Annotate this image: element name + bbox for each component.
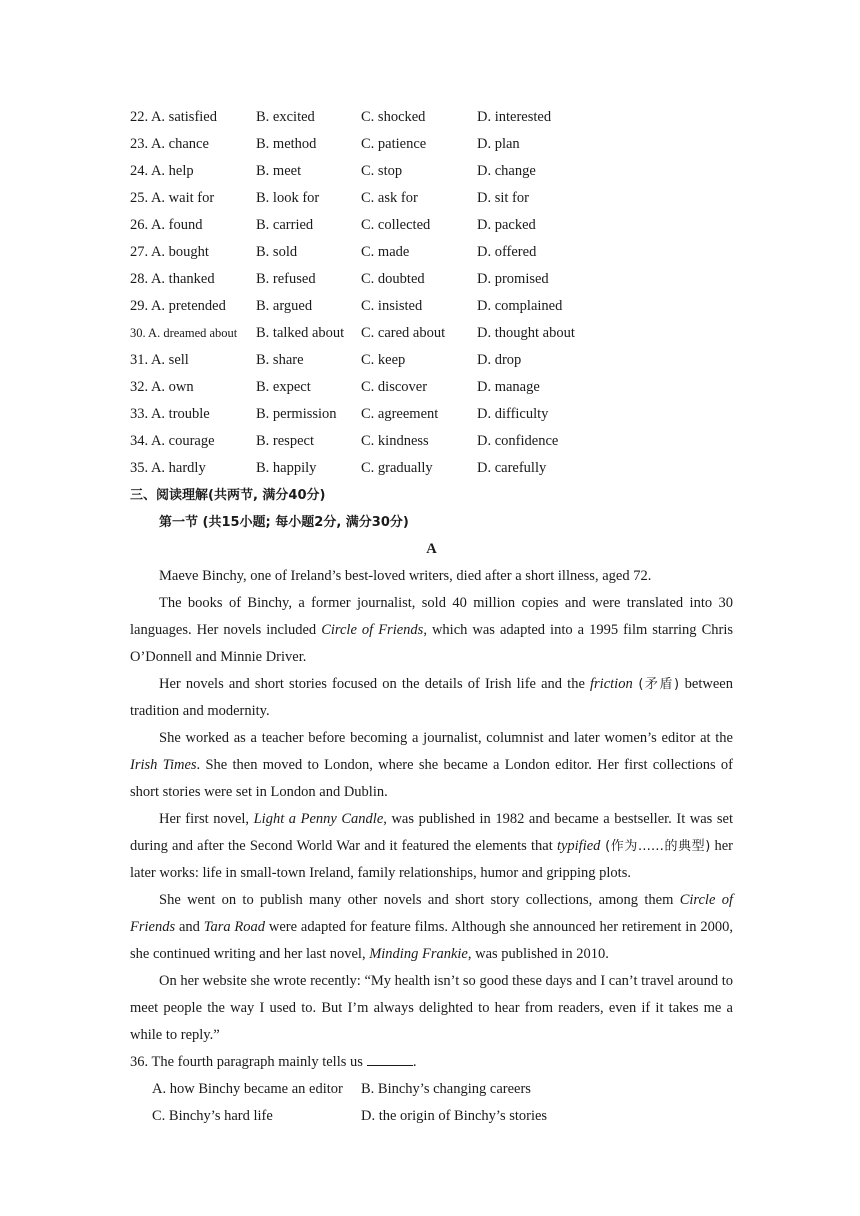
option-d: D. promised — [477, 271, 549, 287]
option-d: D. plan — [477, 136, 520, 152]
option-b: B. expect — [256, 379, 311, 395]
option-row — [130, 455, 733, 482]
option-d: D. difficulty — [477, 406, 549, 422]
option-b: B. method — [256, 136, 317, 152]
option-a: 31. A. sell — [130, 352, 189, 368]
option-c: C. keep — [361, 352, 406, 368]
document-page — [130, 104, 733, 1130]
option-d: D. confidence — [477, 433, 559, 449]
option-a: 23. A. chance — [130, 136, 209, 152]
option-b: B. excited — [256, 109, 315, 125]
paragraph-5: Her first novel, Light a Penny Candle, was published in 1982 and became a bestseller. It was set during and after the Second World War and it featured the elements that typified (作为……的典型) her later works: life in small-town Ireland, family relationships, humor and gripping plots. — [130, 811, 734, 881]
option-row — [130, 347, 733, 374]
option-row — [130, 374, 733, 401]
question-36-choices-row-2 — [130, 1103, 733, 1130]
option-d: D. manage — [477, 379, 540, 395]
option-a: 28. A. thanked — [130, 271, 215, 287]
option-row — [130, 266, 733, 293]
option-row — [130, 293, 733, 320]
option-c: C. agreement — [361, 406, 439, 422]
option-d: D. packed — [477, 217, 536, 233]
answer-blank — [367, 1051, 413, 1066]
choice-c: C. Binchy’s hard life — [152, 1108, 273, 1124]
option-c: C. stop — [361, 163, 403, 179]
paragraph-7: On her website she wrote recently: “My health isn’t so good these days and I can’t travel around to meet people the way I used to. But I’m always delighted to hear from readers, even if it takes me a while to reply.” — [130, 973, 733, 1043]
option-d: D. thought about — [477, 325, 575, 341]
option-row — [130, 428, 733, 455]
option-row — [130, 104, 733, 131]
option-a: 25. A. wait for — [130, 190, 215, 206]
paragraph-3: Her novels and short stories focused on the details of Irish life and the friction (矛盾) between tradition and modernity. — [130, 676, 733, 719]
option-d: D. sit for — [477, 190, 529, 206]
option-a: 32. A. own — [130, 379, 194, 395]
option-row — [130, 212, 733, 239]
option-d: D. interested — [477, 109, 552, 125]
option-b: B. refused — [256, 271, 316, 287]
option-a: 27. A. bought — [130, 244, 209, 260]
option-a: 30. A. dreamed about — [130, 326, 238, 340]
option-c: C. cared about — [361, 325, 446, 341]
option-c: C. patience — [361, 136, 427, 152]
paragraph-6: She went on to publish many other novels and short story collections, among them Circle of Friends and Tara Road were adapted for feature films. Although she announced her retirement in 2000, she continued writing and her last novel, Minding Frankie, was published in 2010. — [130, 892, 734, 962]
passage-label: A — [426, 541, 437, 557]
option-row — [130, 320, 733, 347]
option-row — [130, 401, 733, 428]
option-b: B. argued — [256, 298, 313, 314]
option-b: B. happily — [256, 460, 317, 476]
option-c: C. insisted — [361, 298, 423, 314]
option-b: B. look for — [256, 190, 320, 206]
option-c: C. kindness — [361, 433, 429, 449]
option-d: D. drop — [477, 352, 522, 368]
option-c: C. made — [361, 244, 410, 260]
subsection-title: 第一节 (共15小题; 每小题2分, 满分30分) — [159, 515, 409, 530]
option-d: D. carefully — [477, 460, 547, 476]
option-c: C. ask for — [361, 190, 418, 206]
option-b: B. carried — [256, 217, 314, 233]
option-c: C. discover — [361, 379, 428, 395]
choice-b: B. Binchy’s changing careers — [361, 1081, 531, 1097]
option-row — [130, 158, 733, 185]
option-a: 26. A. found — [130, 217, 203, 233]
option-b: B. sold — [256, 244, 298, 260]
option-c: C. doubted — [361, 271, 425, 287]
option-a: 29. A. pretended — [130, 298, 226, 314]
option-c: C. gradually — [361, 460, 433, 476]
option-a: 34. A. courage — [130, 433, 215, 449]
option-b: B. permission — [256, 406, 337, 422]
question-36-choices-row-1 — [130, 1076, 733, 1103]
option-b: B. meet — [256, 163, 302, 179]
option-row — [130, 185, 733, 212]
option-c: C. collected — [361, 217, 431, 233]
option-c: C. shocked — [361, 109, 426, 125]
option-row — [130, 239, 733, 266]
paragraph-1: Maeve Binchy, one of Ireland’s best-loved writers, died after a short illness, aged 72. — [159, 568, 652, 584]
option-d: D. offered — [477, 244, 537, 260]
option-a: 35. A. hardly — [130, 460, 206, 476]
option-b: B. respect — [256, 433, 314, 449]
section-title: 三、阅读理解(共两节, 满分40分) — [130, 488, 326, 503]
option-a: 33. A. trouble — [130, 406, 210, 422]
cloze-options-list — [130, 104, 733, 482]
option-a: 22. A. satisfied — [130, 109, 217, 125]
option-row — [130, 131, 733, 158]
paragraph-4: She worked as a teacher before becoming a journalist, columnist and later women’s editor at the Irish Times. She then moved to London, where she became a London editor. Her first collections of short stories were set in London and Dublin. — [130, 730, 733, 800]
choice-a: A. how Binchy became an editor — [152, 1081, 343, 1097]
option-d: D. complained — [477, 298, 563, 314]
option-a: 24. A. help — [130, 163, 194, 179]
option-b: B. talked about — [256, 325, 345, 341]
option-b: B. share — [256, 352, 304, 368]
question-36-stem: 36. The fourth paragraph mainly tells us . — [130, 1049, 733, 1076]
option-d: D. change — [477, 163, 536, 179]
paragraph-2: The books of Binchy, a former journalist, sold 40 million copies and were translated into 30 languages. Her novels included Circle of Friends, which was adapted into a 1995 film starring Chris O’Donnell and Minnie Driver. — [130, 595, 733, 665]
choice-d: D. the origin of Binchy’s stories — [361, 1108, 548, 1124]
